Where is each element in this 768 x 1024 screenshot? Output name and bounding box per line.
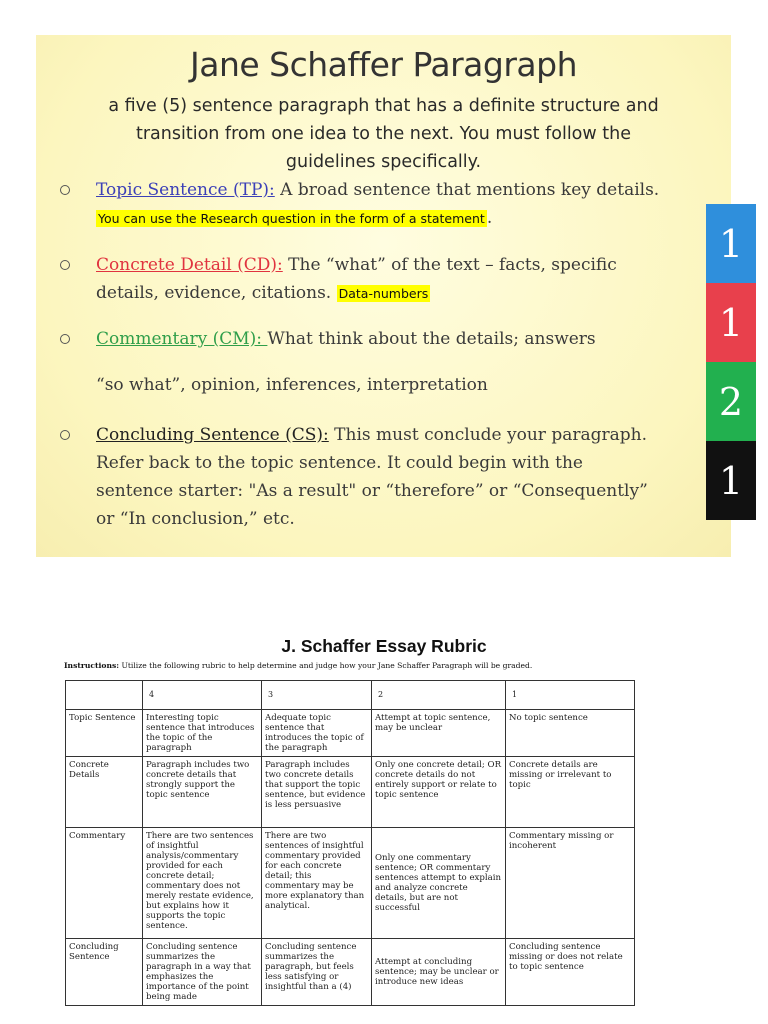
term-concrete-detail: Concrete Detail (CD):: [96, 255, 283, 275]
table-cell: There are two sentences of insightful analysis/commentary provided for each concrete detail; commentary does not merely restate evidence, but explains how it supports the topic sentence.: [143, 828, 262, 939]
column-header: 4: [143, 681, 262, 710]
table-cell: Attempt at topic sentence, may be unclear: [372, 710, 506, 757]
bullet-text-line2: “so what”, opinion, inferences, interpretation: [96, 375, 488, 395]
table-cell: There are two sentences of insightful commentary provided for each concrete detail; this commentary may be more explanatory than analytical.: [262, 828, 372, 939]
row-label: Concrete Details: [66, 757, 143, 828]
column-header: [66, 681, 143, 710]
term-topic-sentence: Topic Sentence (TP):: [96, 180, 275, 200]
column-header: 3: [262, 681, 372, 710]
table-cell: Only one concrete detail; OR concrete details do not entirely support or relate to topic sentence: [372, 757, 506, 828]
column-header: 2: [372, 681, 506, 710]
sentence-count-box: 1: [706, 204, 756, 283]
bullet-circle-icon: [60, 185, 70, 195]
slide-subtitle: a five (5) sentence paragraph that has a definite structure and transition from one idea to the next. You must follow the guidelines specifically.: [108, 96, 659, 172]
sentence-count-box: 1: [706, 441, 756, 520]
sentence-count-box: 1: [706, 283, 756, 362]
term-concluding-sentence: Concluding Sentence (CS):: [96, 425, 329, 445]
bullet-topic-sentence: [96, 176, 661, 233]
bullet-concrete-detail: [96, 251, 661, 308]
bullet-circle-icon: [60, 334, 70, 344]
table-cell: Paragraph includes two concrete details that strongly support the topic sentence: [143, 757, 262, 828]
table-row: [66, 828, 635, 939]
bullet-commentary: [96, 325, 661, 399]
table-cell: Interesting topic sentence that introduces the topic of the paragraph: [143, 710, 262, 757]
table-cell: Only one commentary sentence; OR commentary sentences attempt to explain and analyze concrete details, but are not successful: [372, 828, 506, 939]
row-label: Concluding Sentence: [66, 939, 143, 1006]
column-header: 1: [506, 681, 635, 710]
table-cell: No topic sentence: [506, 710, 635, 757]
instructions-text: Utilize the following rubric to help determine and judge how your Jane Schaffer Paragraph will be graded.: [119, 661, 533, 670]
bullet-concluding-sentence: [96, 421, 661, 533]
table-cell: Concluding sentence missing or does not relate to topic sentence: [506, 939, 635, 1006]
table-row: [66, 710, 635, 757]
row-label: Commentary: [66, 828, 143, 939]
bullet-text: A broad sentence that mentions key details.: [274, 180, 660, 200]
sentence-count-column: [706, 204, 756, 520]
rubric-table: [65, 680, 635, 1006]
rubric-instructions: [64, 661, 704, 670]
table-cell: Adequate topic sentence that introduces the topic of the paragraph: [262, 710, 372, 757]
table-header-row: [66, 681, 635, 710]
table-cell: Paragraph includes two concrete details that support the topic sentence, but evidence is less persuasive: [262, 757, 372, 828]
slide-image: [36, 35, 744, 557]
row-label: Topic Sentence: [66, 710, 143, 757]
table-cell: Concluding sentence summarizes the paragraph, but feels less satisfying or insightful than a (4): [262, 939, 372, 1006]
table-cell: Concluding sentence summarizes the paragraph in a way that emphasizes the importance of the point being made: [143, 939, 262, 1006]
sentence-count-box: 2: [706, 362, 756, 441]
table-cell: Concrete details are missing or irrelevant to topic: [506, 757, 635, 828]
highlight-note: Data-numbers: [338, 286, 429, 301]
term-commentary: Commentary (CM):: [96, 329, 268, 349]
rubric-title: J. Schaffer Essay Rubric: [281, 636, 487, 656]
instructions-label: Instructions:: [64, 661, 120, 670]
table-row: [66, 939, 635, 1006]
bullet-text: This must conclude your paragraph. Refer back to the topic sentence. It could begin with the sentence starter: "As a result" or “therefore” or “Consequently” or “In conclusion,” etc.: [96, 425, 648, 529]
table-cell: Attempt at concluding sentence; may be unclear or introduce new ideas: [372, 939, 506, 1006]
table-row: [66, 757, 635, 828]
slide-title: Jane Schaffer Paragraph: [189, 45, 577, 84]
bullet-circle-icon: [60, 430, 70, 440]
table-cell: Commentary missing or incoherent: [506, 828, 635, 939]
bullet-text: The “what” of the text – facts, specific details, evidence, citations.: [96, 255, 617, 303]
bullet-text: What think about the details; answers: [267, 329, 596, 349]
highlight-note: You can use the Research question in the form of a statement: [98, 211, 485, 226]
bullet-punctuation: .: [486, 208, 493, 228]
bullet-circle-icon: [60, 260, 70, 270]
